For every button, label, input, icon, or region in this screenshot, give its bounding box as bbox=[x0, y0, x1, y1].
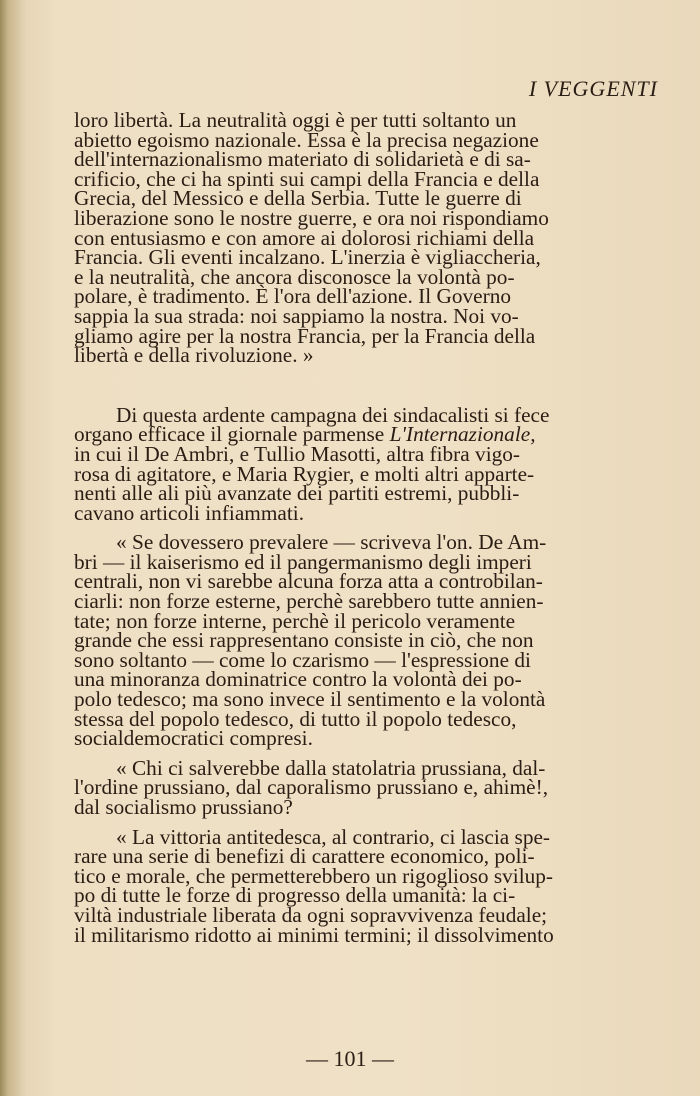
text-line: il militarismo ridotto ai minimi termini; il dissolvimento bbox=[74, 922, 554, 947]
text-line: liberazione sono le nostre guerre, e ora noi rispondiamo bbox=[74, 205, 549, 230]
text-line: tico e morale, che permetterebbero un rigoglioso svilup- bbox=[74, 863, 554, 888]
text-line: bri — il kaiserismo ed il pangermanismo degli imperi bbox=[74, 549, 532, 574]
text-line: gliamo agire per la nostra Francia, per la Francia della bbox=[74, 323, 536, 348]
text-line: Di questa ardente campagna dei sindacalisti si fece bbox=[116, 402, 550, 427]
text-line: crificio, che ci ha spinti sui campi della Francia e della bbox=[74, 166, 540, 191]
text-line: « Chi ci salverebbe dalla statolatria prussiana, dal- bbox=[116, 755, 546, 780]
text-line: po di tutte le forze di progresso della umanità: la ci- bbox=[74, 883, 516, 908]
text-line: « La vittoria antitedesca, al contrario, ci lascia spe- bbox=[116, 824, 551, 849]
text-line: l'ordine prussiano, dal caporalismo prussiano e, ahimè!, bbox=[74, 775, 549, 800]
text-line: e la neutralità, che ancora disconosce la volontà po- bbox=[74, 264, 515, 289]
text-line: dal socialismo prussiano? bbox=[74, 795, 293, 819]
text-line: dell'internazionalismo materiato di solidarietà e di sa- bbox=[74, 147, 531, 172]
text-line: polare, è tradimento. È l'ora dell'azione. Il Governo bbox=[74, 284, 511, 309]
text-line: abietto egoismo nazionale. Essa è la precisa negazione bbox=[74, 127, 539, 152]
text-line: Francia. Gli eventi incalzano. L'inerzia è vigliaccheria, bbox=[74, 245, 541, 270]
paragraph-3 bbox=[74, 530, 656, 751]
paragraph-4 bbox=[74, 755, 656, 819]
body-text bbox=[74, 108, 656, 947]
text-line: rosa di agitatore, e Maria Rygier, e molti altri apparte- bbox=[74, 461, 535, 486]
text-line: sappia la sua strada: noi sappiamo la nostra. Noi vo- bbox=[74, 303, 519, 328]
text-line: nenti alle ali più avanzate dei partiti estremi, pubbli- bbox=[74, 481, 520, 506]
paragraph-1 bbox=[74, 108, 656, 368]
text-line: libertà e della rivoluzione. » bbox=[74, 343, 314, 368]
newspaper-title: L'Internazionale, bbox=[389, 422, 536, 447]
text-line: cavano articoli infiammati. bbox=[74, 500, 305, 525]
text-line: centrali, non vi sarebbe alcuna forza atta a controbilan- bbox=[74, 569, 543, 594]
text-line: ciarli: non forze esterne, perchè sarebbero tutte annien- bbox=[74, 589, 544, 614]
paragraph-5 bbox=[74, 824, 656, 947]
text-line: in cui il De Ambri, e Tullio Masotti, altra fibra vigo- bbox=[74, 441, 521, 466]
text-line: socialdemocratici compresi. bbox=[74, 726, 313, 751]
text-line: stessa del popolo tedesco, di tutto il popolo tedesco, bbox=[74, 706, 517, 731]
text-line: grande che essi rappresentano consiste in ciò, che non bbox=[74, 628, 534, 653]
text-line: sono soltanto — come lo czarismo — l'espressione di bbox=[74, 647, 531, 672]
text-line: polo tedesco; ma sono invece il sentimento e la volontà bbox=[74, 687, 546, 712]
text-line: « Se dovessero prevalere — scriveva l'on. De Am- bbox=[116, 530, 547, 555]
paragraph-2 bbox=[74, 402, 656, 525]
page-number: — 101 — bbox=[306, 1046, 394, 1071]
text-line: tate; non forze interne, perchè il pericolo veramente bbox=[74, 608, 516, 633]
text-line: con entusiasmo e con amore ai dolorosi richiami della bbox=[74, 225, 535, 250]
text-fragment: organo efficace il giornale parmense bbox=[74, 422, 385, 447]
text-line: viltà industriale liberata da ogni sopravvivenza feudale; bbox=[74, 902, 548, 927]
text-line: loro libertà. La neutralità oggi è per tutti soltanto un bbox=[74, 108, 517, 132]
text-line: Grecia, del Messico e della Serbia. Tutte le guerre di bbox=[74, 186, 522, 211]
running-header: I VEGGENTI bbox=[528, 76, 658, 101]
text-line: rare una serie di benefizi di carattere economico, poli- bbox=[74, 844, 535, 869]
text-line: una minoranza dominatrice contro la volontà dei po- bbox=[74, 667, 522, 692]
